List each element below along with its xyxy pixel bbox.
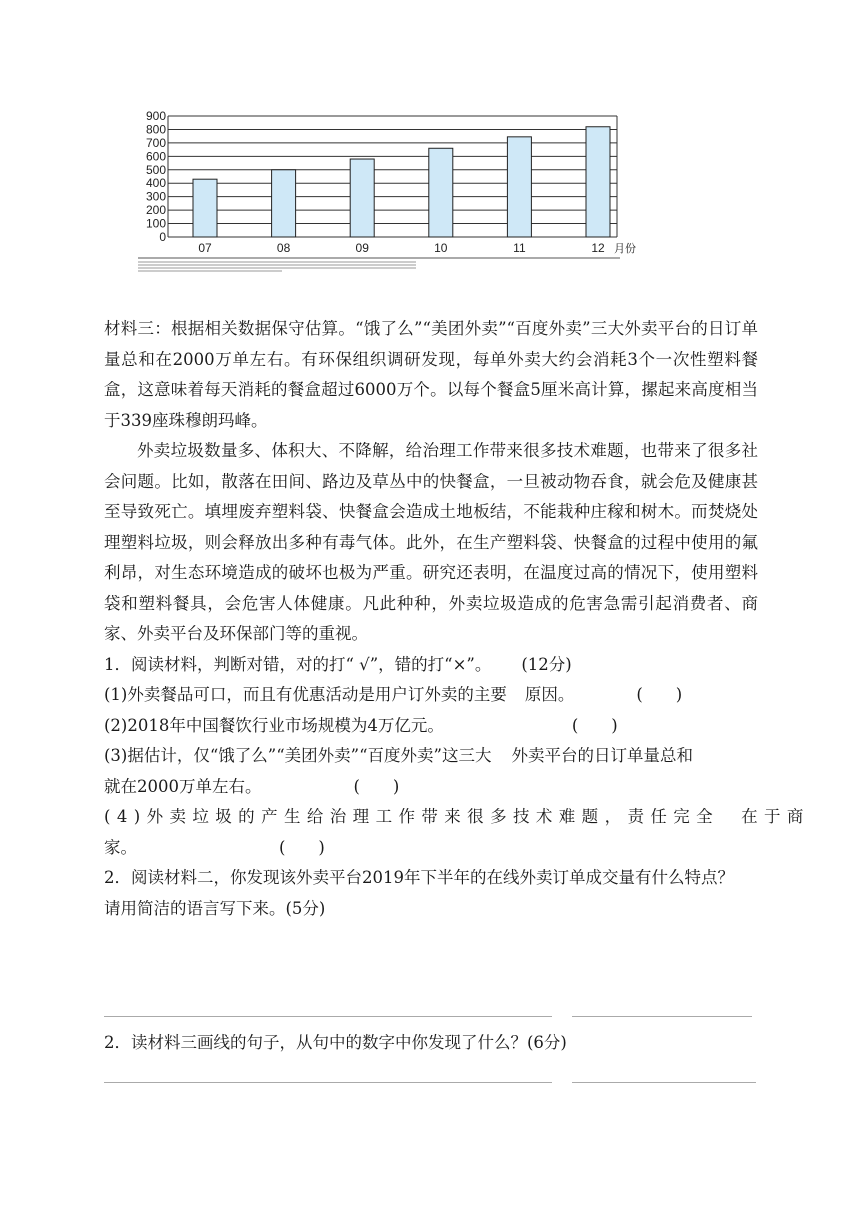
judgement-item-1: [104, 680, 758, 711]
question-1-heading: [104, 650, 758, 681]
y-tick-label: 800: [145, 122, 166, 137]
judgement-item-4-text-a: (4)外卖垃圾的产生给治理工作带来很多技术难题，责任完全: [104, 807, 720, 826]
judgement-item-3-text-a: (3)据估计，仅“饿了么”“美团外卖”“百度外卖”这三大: [104, 746, 492, 765]
judgement-item-1-text-a: (1)外卖餐品可口，而且有优惠活动是用户订外卖的主要: [104, 685, 507, 704]
bar-09: [350, 159, 374, 237]
y-tick-label: 200: [145, 203, 166, 218]
question-3-answer-line[interactable]: [104, 1082, 552, 1083]
question-3: [104, 1028, 758, 1059]
y-tick-label: 400: [145, 176, 166, 191]
y-tick-label: 100: [145, 216, 166, 231]
question-2-answer-line[interactable]: [104, 1016, 552, 1017]
x-tick-label: 07: [198, 241, 212, 255]
bar-11: [507, 137, 531, 237]
judgement-item-4-text-c: 家。: [104, 837, 137, 857]
judgement-item-1-text-b: 原因。: [524, 685, 575, 704]
judgement-item-4-line-2: [104, 833, 758, 864]
material-3-paragraph-2: 外卖垃圾数量多、体积大、不降解，给治理工作带来很多技术难题，也带来了很多社会问题。比如，散落在田间、路边及草丛中的快餐盒，一旦被动物吞食，就会危及健康甚至导致死亡。填埋废弃塑料袋、快餐盒会造成土地板结，不能栽种庄稼和树木。而焚烧处理塑料垃圾，则会释放出多种有毒气体。此外，在生产塑料袋、快餐盒的过程中使用的氟利昂，对生态环境造成的破坏也极为严重。研究还表明，在温度过高的情况下，使用塑料袋和塑料餐具，会危害人体健康。凡此种种，外卖垃圾造成的危害急需引起消费者、商家、外卖平台及环保部门等的重视。: [104, 441, 758, 643]
x-tick-label: 09: [355, 241, 369, 255]
judgement-item-1-answer-blank[interactable]: ( ): [636, 685, 683, 704]
bar-12: [586, 127, 610, 237]
x-axis-unit: 月份: [614, 243, 636, 255]
y-tick-label: 300: [145, 189, 166, 204]
x-tick-label: 10: [434, 241, 448, 255]
judgement-item-3-line-2: [104, 772, 758, 803]
judgement-item-2-answer-blank[interactable]: ( ): [571, 715, 618, 735]
bar-10: [429, 148, 453, 237]
bar-07: [193, 179, 217, 237]
y-tick-label: 900: [145, 109, 166, 123]
y-tick-label: 700: [145, 135, 166, 150]
material-3: [104, 314, 810, 924]
question-2-line-2: 请用简洁的语言写下来。(5分): [104, 898, 326, 918]
judgement-item-4: [104, 802, 810, 833]
x-tick-label: 12: [591, 241, 605, 255]
judgement-item-3-text-b: 外卖平台的日订单量总和: [511, 746, 693, 765]
question-2-answer-line-2[interactable]: [572, 1016, 752, 1017]
judgement-item-3: [104, 741, 758, 772]
question-1-prompt: 1．阅读材料，判断对错，对的打“ √”，错的打“×”。: [104, 654, 492, 674]
material-3-paragraph-1: 材料三：根据相关数据保守估算。“饿了么”“美团外卖”“百度外卖”三大外卖平台的日订单量总和在2000万单左右。有环保组织调研发现，每单外卖大约会消耗3个一次性塑料餐盒，这意味着每天消耗的餐盒超过6000万个。以每个餐盒5厘米高计算，摞起来高度相当于339座珠穆朗玛峰。: [104, 319, 758, 430]
question-3-answer-line-2[interactable]: [572, 1082, 756, 1083]
question-1-score: (12分): [521, 654, 572, 674]
x-tick-label: 11: [513, 241, 526, 255]
question-3-prompt: 2．读材料三画线的句子，从句中的数字中你发现了什么？(6分): [104, 1033, 567, 1052]
judgement-item-4-text-b: 在于商: [741, 807, 810, 826]
y-tick-label: 500: [145, 162, 166, 177]
judgement-item-3-text-c: 就在2000万单左右。: [104, 776, 262, 796]
y-tick-label: 0: [159, 230, 166, 244]
bar-08: [272, 170, 296, 237]
monthly-bar-chart: [0, 0, 860, 290]
question-2-line-1: 2．阅读材料二，你发现该外卖平台2019年下半年的在线外卖订单成交量有什么特点？: [104, 868, 734, 887]
y-tick-label: 600: [145, 149, 166, 164]
judgement-item-2: [104, 711, 758, 742]
judgement-item-4-answer-blank[interactable]: ( ): [279, 837, 325, 857]
x-tick-label: 08: [276, 241, 291, 255]
judgement-item-3-answer-blank[interactable]: ( ): [353, 776, 400, 796]
judgement-item-2-text: (2)2018年中国餐饮行业市场规模为4万亿元。: [104, 715, 444, 735]
